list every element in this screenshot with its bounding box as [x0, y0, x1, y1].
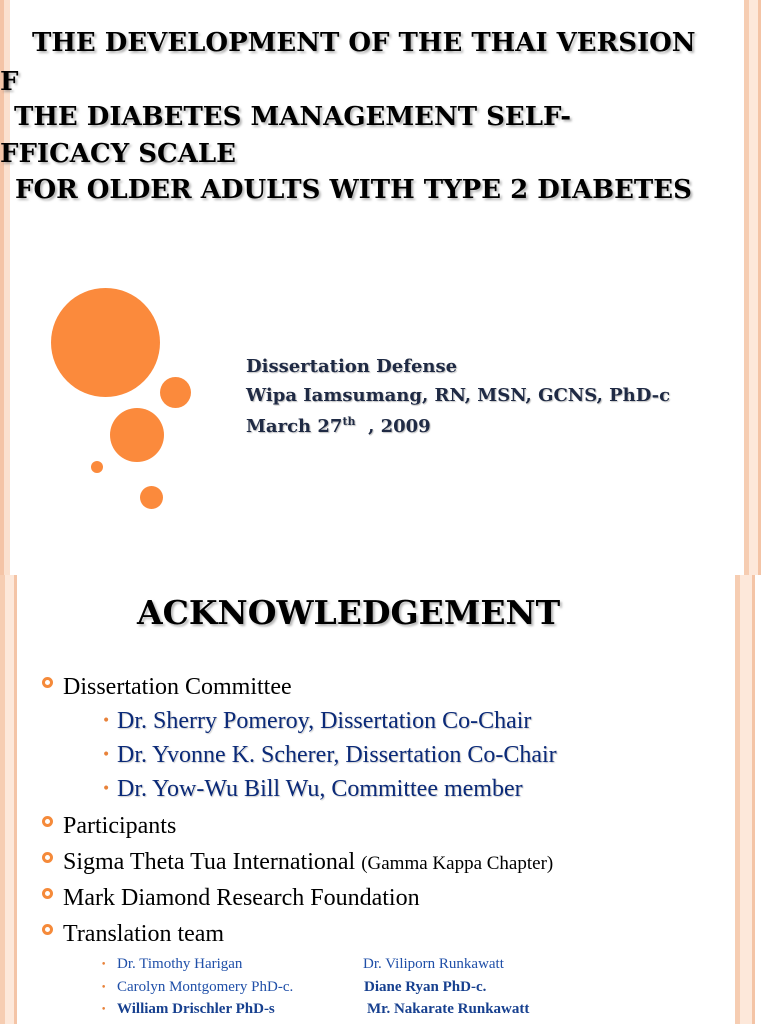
decorative-circle	[160, 377, 191, 408]
translator: Carolyn Montgomery PhD-c.	[117, 979, 294, 995]
translator: Dr. Viliporn Runkawatt	[363, 956, 504, 972]
decorative-circle	[140, 486, 163, 509]
presentation-date	[246, 415, 431, 437]
left-stripe	[5, 575, 14, 1024]
title-line-5: FOR OLDER ADULTS WITH TYPE 2 DIABETES	[15, 175, 692, 205]
acknowledgement-title: ACKNOWLEDGEMENT	[137, 593, 561, 632]
list-item: Translation team	[63, 921, 225, 947]
bullet-dot-icon: •	[102, 747, 111, 763]
date-prefix: March 27	[246, 416, 343, 437]
right-stripe	[740, 575, 752, 1024]
translator: William Drischler PhD-s	[117, 1001, 275, 1017]
bullet-dot-icon: •	[101, 983, 107, 993]
date-suffix: , 2009	[355, 416, 431, 437]
right-stripe	[749, 0, 758, 575]
chapter-note: (Gamma Kappa Chapter)	[361, 853, 554, 874]
list-item: Mark Diamond Research Foundation	[63, 885, 420, 911]
bullet-dot-icon: •	[101, 960, 107, 970]
author: Wipa Iamsumang, RN, MSN, GCNS, PhD-c	[246, 385, 671, 406]
list-item	[63, 849, 553, 876]
title-line-1: THE DEVELOPMENT OF THE THAI VERSION	[32, 28, 696, 58]
title-line-4: FFICACY SCALE	[0, 139, 236, 169]
list-item-text: Sigma Theta Tua International	[63, 849, 356, 875]
list-item: Participants	[63, 813, 177, 839]
title-line-3: THE DIABETES MANAGEMENT SELF-	[14, 102, 572, 132]
bullet-ring-icon	[42, 888, 53, 899]
committee-member: Dr. Yvonne K. Scherer, Dissertation Co-Chair	[117, 742, 557, 768]
bullet-ring-icon	[42, 924, 53, 935]
right-stripe	[752, 575, 755, 1024]
bullet-ring-icon	[42, 677, 53, 688]
bullet-dot-icon: •	[102, 781, 111, 797]
translator: Diane Ryan PhD-c.	[364, 979, 487, 995]
title-line-2: F	[0, 67, 19, 97]
committee-member: Dr. Yow-Wu Bill Wu, Committee member	[117, 776, 523, 802]
bullet-ring-icon	[42, 852, 53, 863]
translator: Mr. Nakarate Runkawatt	[367, 1001, 530, 1017]
committee-member: Dr. Sherry Pomeroy, Dissertation Co-Chair	[117, 708, 532, 734]
bullet-dot-icon: •	[102, 713, 111, 729]
decorative-circle	[110, 408, 164, 462]
list-item: Dissertation Committee	[63, 674, 292, 700]
left-stripe	[14, 575, 17, 1024]
bullet-ring-icon	[42, 816, 53, 827]
translator: Dr. Timothy Harigan	[117, 956, 243, 972]
acknowledgement-slide	[0, 575, 768, 1024]
bullet-dot-icon: •	[101, 1005, 107, 1015]
date-superscript: th	[342, 415, 356, 428]
right-stripe	[758, 0, 761, 575]
decorative-circle	[51, 288, 160, 397]
subtitle: Dissertation Defense	[246, 356, 458, 377]
decorative-circle	[91, 461, 103, 473]
